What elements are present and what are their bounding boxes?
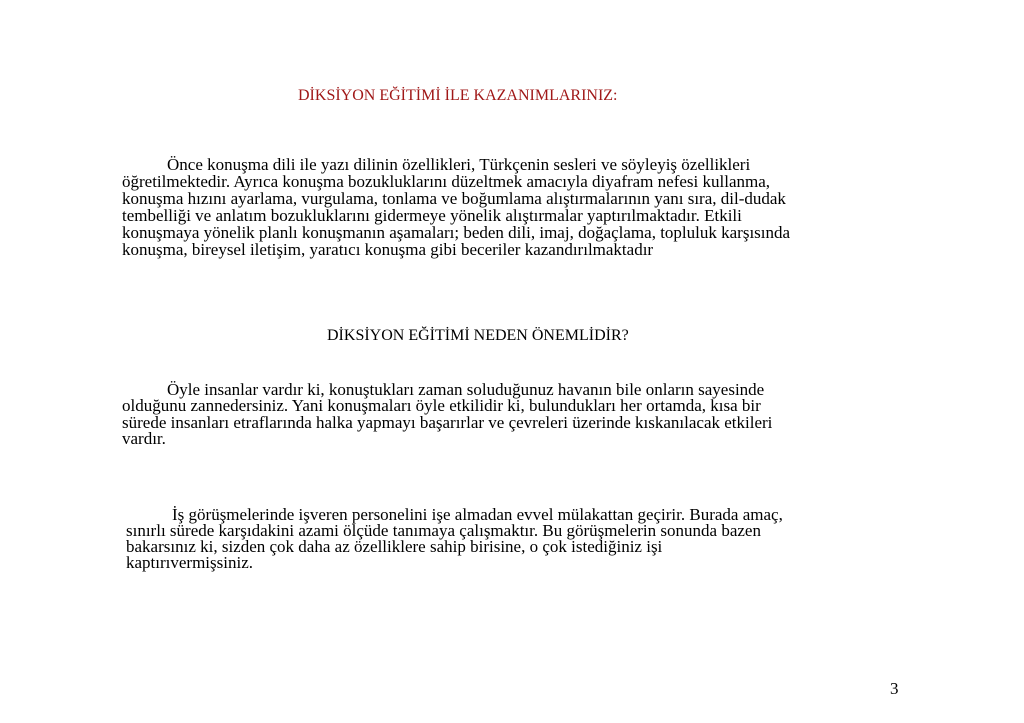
paragraph-line: öğretilmektedir. Ayrıca konuşma bozukluklarını düzeltmek amacıyla diyafram nefesi kullanma, <box>122 172 771 191</box>
paragraph-neden-onemli <box>122 382 772 448</box>
paragraph-line: tembelliği ve anlatım bozukluklarını gidermeye yönelik alıştırmalar yaptırılmaktadır. Etkili <box>122 206 742 225</box>
paragraph-line: vardır. <box>122 429 166 449</box>
paragraph-line: konuşma hızını ayarlama, vurgulama, tonlama ve boğumlama alıştırmalarının yanı sıra, dil-dudak <box>122 189 786 208</box>
section-heading-kazanimlar: DİKSİYON EĞİTİMİ İLE KAZANIMLARINIZ: <box>298 87 618 104</box>
paragraph-line: bakarsınız ki, sizden çok daha az özelliklere sahip birisine, o çok istediğiniz işi <box>126 537 663 556</box>
section-heading-neden-onemli: DİKSİYON EĞİTİMİ NEDEN ÖNEMLİDİR? <box>327 327 629 344</box>
paragraph-line: konuşma, bireysel iletişim, yaratıcı konuşma gibi beceriler kazandırılmaktadır <box>122 240 654 259</box>
paragraph-is-gorusmeleri <box>126 507 783 571</box>
paragraph-line: kaptırıvermişsiniz. <box>126 553 254 572</box>
paragraph-line: konuşmaya yönelik planlı konuşmanın aşamaları; beden dili, imaj, doğaçlama, topluluk karşısında <box>122 223 791 242</box>
paragraph-line: Öyle insanlar vardır ki, konuştukları zaman soluduğunuz havanın bile onların sayesinde <box>167 380 765 399</box>
paragraph-line: İş görüşmelerinde işveren personelini işe almadan evvel mülakattan geçirir. Burada amaç, <box>172 505 783 524</box>
paragraph-line: sürede insanları etraflarında halka yapmayı başarırlar ve çevreleri üzerinde kıskanılacak etkileri <box>122 412 773 432</box>
paragraph-line: sınırlı sürede karşıdakini azami ölçüde tanımaya çalışmaktır. Bu görüşmelerin sonunda bazen <box>126 521 761 540</box>
paragraph-line: Önce konuşma dili ile yazı dilinin özellikleri, Türkçenin sesleri ve söyleyiş özellikleri <box>167 155 751 174</box>
page-number: 3 <box>890 679 899 698</box>
paragraph-line: olduğunu zannedersiniz. Yani konuşmaları öyle etkilidir ki, bulundukları her ortamda, kısa bir <box>122 396 761 416</box>
paragraph-kazanimlar <box>122 156 790 258</box>
